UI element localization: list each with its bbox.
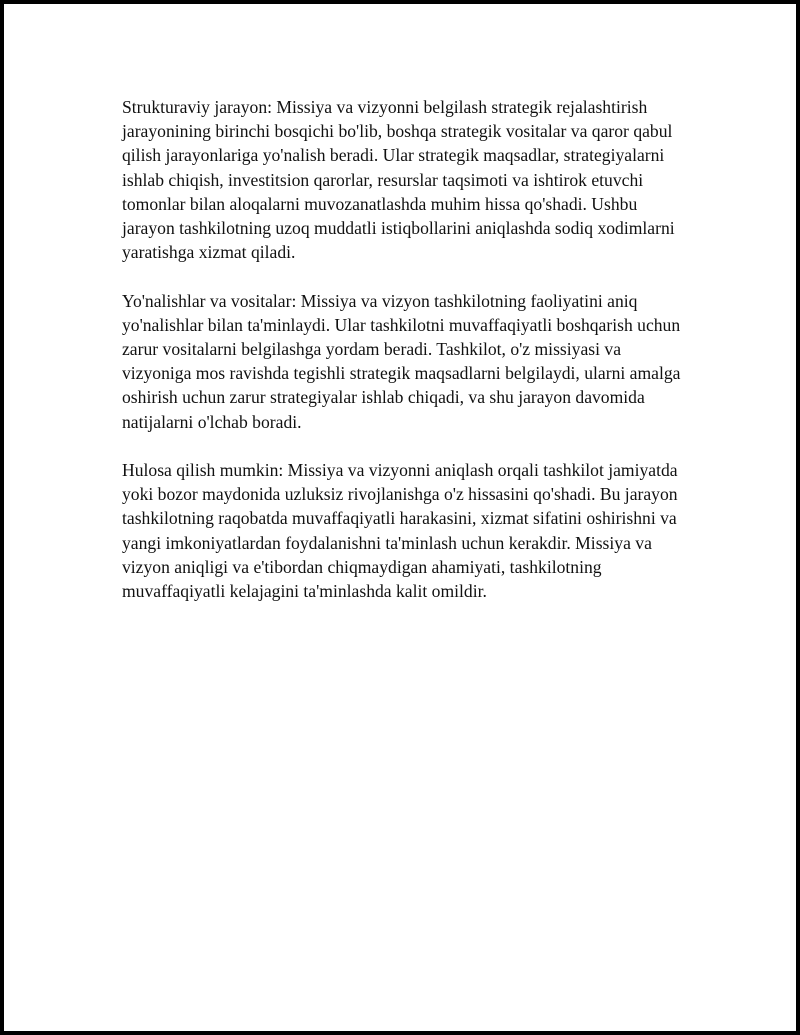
paragraph-strukturaviy-jarayon: Strukturaviy jarayon: Missiya va vizyonni belgilash strategik rejalashtirish jarayonining birinchi bosqichi bo'lib, boshqa strategik vositalar va qaror qabul qilish jarayonlariga yo'nalish beradi. Ular strategik maqsadlar, strategiyalarni ishlab chiqish, investitsion qarorlar, resurslar taqsimoti va ishtirok etuvchi tomonlar bilan aloqalarni muvozanatlashda muhim hissa qo'shadi. Ushbu jarayon tashkilotning uzoq muddatli istiqbollarini aniqlashda sodiq xodimlarni yaratishga xizmat qiladi. (122, 97, 675, 263)
paragraph-hulosa: Hulosa qilish mumkin: Missiya va vizyonni aniqlash orqali tashkilot jamiyatda yoki bozor maydonida uzluksiz rivojlanishga o'z hissasini qo'shadi. Bu jarayon tashkilotning raqobatda muvaffaqiyatli harakasini, xizmat sifatini oshirishni va yangi imkoniyatlardan foydalanishni ta'minlash uchun kerakdir. Missiya va vizyon aniqligi va e'tibordan chiqmaydigan ahamiyati, tashkilotning muvaffaqiyatli kelajagini ta'minlashda kalit omildir. (122, 460, 678, 602)
document-body (122, 95, 694, 627)
paragraph-yonalishlar-va-vositalar: Yo'nalishlar va vositalar: Missiya va vizyon tashkilotning faoliyatini aniq yo'nalishlar bilan ta'minlaydi. Ular tashkilotni muvaffaqiyatli boshqarish uchun zarur vositalarni belgilashga yordam beradi. Tashkilot, o'z missiyasi va vizyoniga mos ravishda tegishli strategik maqsadlarni belgilaydi, ularni amalga oshirish uchun zarur strategiyalar ishlab chiqadi, va shu jarayon davomida natijalarni o'lchab boradi. (122, 290, 681, 432)
